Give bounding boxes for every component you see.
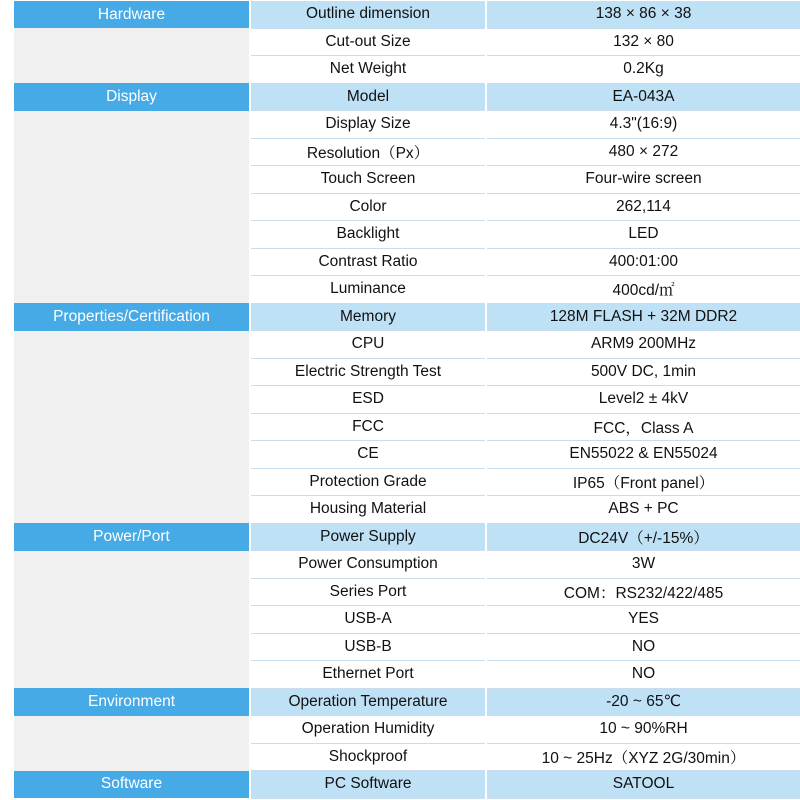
category-cell (14, 111, 250, 139)
parameter-cell: ESD (250, 386, 486, 414)
table-row (14, 413, 800, 441)
value-cell: 132 × 80 (486, 28, 800, 56)
table-row (14, 633, 800, 661)
table-row (14, 193, 800, 221)
parameter-cell: Resolution（Px） (250, 138, 486, 166)
parameter-cell: Backlight (250, 221, 486, 249)
category-cell (14, 413, 250, 441)
category-cell (14, 468, 250, 496)
value-cell: NO (486, 661, 800, 689)
parameter-cell: Operation Humidity (250, 716, 486, 744)
value-cell: -20 ~ 65℃ (486, 688, 800, 716)
table-row (14, 248, 800, 276)
category-cell (14, 633, 250, 661)
value-cell: 128M FLASH + 32M DDR2 (486, 303, 800, 331)
value-cell: NO (486, 633, 800, 661)
section-header-row (14, 523, 800, 551)
value-cell: 10 ~ 90%RH (486, 716, 800, 744)
value-cell: 0.2Kg (486, 56, 800, 84)
parameter-cell: Power Supply (250, 523, 486, 551)
table-row (14, 386, 800, 414)
parameter-cell: Series Port (250, 578, 486, 606)
table-row (14, 661, 800, 689)
parameter-cell: Housing Material (250, 496, 486, 524)
value-cell: 4.3"(16:9) (486, 111, 800, 139)
table-row (14, 276, 800, 304)
category-cell (14, 716, 250, 744)
parameter-cell: Color (250, 193, 486, 221)
section-header-row (14, 1, 800, 28)
value-cell: EA-043A (486, 83, 800, 111)
parameter-cell: Contrast Ratio (250, 248, 486, 276)
value-cell: Level2 ± 4kV (486, 386, 800, 414)
category-cell (14, 56, 250, 84)
section-header-row (14, 688, 800, 716)
category-cell (14, 1, 250, 28)
category-cell (14, 138, 250, 166)
category-cell (14, 276, 250, 304)
category-cell (14, 523, 250, 551)
value-cell: COM：RS232/422/485 (486, 578, 800, 606)
table-row (14, 441, 800, 469)
category-label: Environment (87, 692, 175, 710)
value-cell: LED (486, 221, 800, 249)
category-cell (14, 386, 250, 414)
category-cell (14, 193, 250, 221)
value-cell: 10 ~ 25Hz（XYZ 2G/30min） (486, 743, 800, 771)
parameter-cell: FCC (250, 413, 486, 441)
table-row (14, 716, 800, 744)
category-label: Power/Port (93, 527, 170, 545)
category-cell (14, 496, 250, 524)
value-cell: EN55022 & EN55024 (486, 441, 800, 469)
parameter-cell: Model (250, 83, 486, 111)
value-cell: ABS + PC (486, 496, 800, 524)
table-row (14, 551, 800, 579)
category-cell (14, 358, 250, 386)
parameter-cell: USB-A (250, 606, 486, 634)
category-cell (14, 303, 250, 331)
category-cell (14, 688, 250, 716)
value-cell: 500V DC, 1min (486, 358, 800, 386)
value-cell: 3W (486, 551, 800, 579)
category-cell (14, 331, 250, 359)
value-cell: YES (486, 606, 800, 634)
category-cell (14, 248, 250, 276)
parameter-cell: Ethernet Port (250, 661, 486, 689)
parameter-cell: Touch Screen (250, 166, 486, 194)
parameter-cell: Luminance (250, 276, 486, 304)
table-row (14, 28, 800, 56)
spec-table (14, 1, 800, 799)
parameter-cell: USB-B (250, 633, 486, 661)
parameter-cell: Shockproof (250, 743, 486, 771)
table-row (14, 331, 800, 359)
table-row (14, 743, 800, 771)
value-cell: SATOOL (486, 771, 800, 799)
parameter-cell: Cut-out Size (250, 28, 486, 56)
parameter-cell: Display Size (250, 111, 486, 139)
value-cell: 262,114 (486, 193, 800, 221)
value-cell: 400:01:00 (486, 248, 800, 276)
parameter-cell: PC Software (250, 771, 486, 799)
parameter-cell: Power Consumption (250, 551, 486, 579)
category-cell (14, 661, 250, 689)
value-cell: ARM9 200MHz (486, 331, 800, 359)
category-cell (14, 83, 250, 111)
category-cell (14, 771, 250, 799)
category-cell (14, 441, 250, 469)
category-label: Display (106, 87, 157, 105)
category-cell (14, 743, 250, 771)
category-label: Hardware (97, 5, 166, 23)
table-row (14, 358, 800, 386)
category-cell (14, 28, 250, 56)
value-cell: 480 × 272 (486, 138, 800, 166)
table-row (14, 468, 800, 496)
parameter-cell: CE (250, 441, 486, 469)
spec-table-body (14, 1, 800, 798)
table-row (14, 138, 800, 166)
value-cell: Four-wire screen (486, 166, 800, 194)
parameter-cell: Net Weight (250, 56, 486, 84)
category-label: Software (100, 775, 163, 793)
table-row (14, 166, 800, 194)
category-cell (14, 578, 250, 606)
parameter-cell: Memory (250, 303, 486, 331)
category-cell (14, 166, 250, 194)
parameter-cell: CPU (250, 331, 486, 359)
parameter-cell: Protection Grade (250, 468, 486, 496)
section-header-row (14, 303, 800, 331)
value-cell: DC24V（+/-15%） (486, 523, 800, 551)
category-cell (14, 221, 250, 249)
section-header-row (14, 771, 800, 799)
parameter-cell: Operation Temperature (250, 688, 486, 716)
table-row (14, 578, 800, 606)
category-label: Properties/Certification (53, 307, 210, 325)
category-cell (14, 606, 250, 634)
table-row (14, 496, 800, 524)
table-row (14, 606, 800, 634)
parameter-cell: Outline dimension (250, 1, 486, 28)
value-cell: FCC，Class A (486, 413, 800, 441)
category-cell (14, 551, 250, 579)
value-cell: 138 × 86 × 38 (486, 1, 800, 28)
value-cell: 400cd/㎡ (486, 276, 800, 304)
section-header-row (14, 83, 800, 111)
parameter-cell: Electric Strength Test (250, 358, 486, 386)
table-row (14, 221, 800, 249)
table-row (14, 111, 800, 139)
table-row (14, 56, 800, 84)
value-cell: IP65（Front panel） (486, 468, 800, 496)
